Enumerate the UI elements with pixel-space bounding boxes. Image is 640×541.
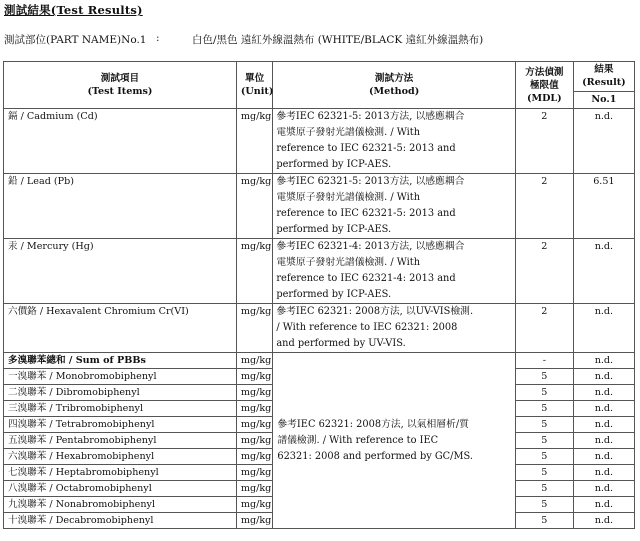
cell-mdl: 5 xyxy=(515,449,573,465)
cell-test-item: 鎘 / Cadmium (Cd) xyxy=(4,109,237,174)
cell-mdl: 5 xyxy=(515,401,573,417)
cell-test-item: 五溴聯苯 / Pentabromobiphenyl xyxy=(4,433,237,449)
method-line: reference to IEC 62321-4: 2013 and xyxy=(276,273,456,284)
cell-unit: mg/kg xyxy=(236,353,272,369)
cell-unit: mg/kg xyxy=(236,385,272,401)
cell-mdl: 5 xyxy=(515,369,573,385)
cell-test-item: 多溴聯苯總和 / Sum of PBBs xyxy=(4,353,237,369)
header-result-no: No.1 xyxy=(573,91,634,108)
table-row xyxy=(4,304,635,353)
cell-mdl: 2 xyxy=(515,174,573,239)
method-line: 譜儀檢測. / With reference to IEC xyxy=(277,434,439,446)
cell-result: n.d. xyxy=(573,385,634,401)
cell-method xyxy=(273,174,516,239)
cell-unit: mg/kg xyxy=(236,109,272,174)
cell-result: n.d. xyxy=(573,353,634,369)
cell-result: 6.51 xyxy=(573,174,634,239)
table-row xyxy=(4,174,635,239)
method-line: 電漿原子發射光譜儀檢測. / With xyxy=(276,257,421,268)
method-line: reference to IEC 62321-5: 2013 and xyxy=(276,208,456,219)
cell-result: n.d. xyxy=(573,304,634,353)
cell-result: n.d. xyxy=(573,369,634,385)
header-result: 結果 (Result) xyxy=(573,62,634,92)
cell-mdl: 2 xyxy=(515,239,573,304)
method-line: performed by ICP-AES. xyxy=(276,224,392,235)
cell-mdl: 5 xyxy=(515,385,573,401)
cell-test-item: 三溴聯苯 / Tribromobiphenyl xyxy=(4,401,237,417)
cell-result: n.d. xyxy=(573,465,634,481)
cell-unit: mg/kg xyxy=(236,465,272,481)
cell-test-item: 八溴聯苯 / Octabromobiphenyl xyxy=(4,481,237,497)
cell-unit: mg/kg xyxy=(236,433,272,449)
cell-unit: mg/kg xyxy=(236,401,272,417)
cell-test-item: 六溴聯苯 / Hexabromobiphenyl xyxy=(4,449,237,465)
method-line: 電漿原子發射光譜儀檢測. / With xyxy=(276,192,421,203)
cell-test-item: 四溴聯苯 / Tetrabromobiphenyl xyxy=(4,417,237,433)
cell-test-item: 一溴聯苯 / Monobromobiphenyl xyxy=(4,369,237,385)
cell-result: n.d. xyxy=(573,497,634,513)
method-line: performed by ICP-AES. xyxy=(276,159,392,170)
table-row-pbb-sum xyxy=(4,353,635,369)
cell-mdl: 5 xyxy=(515,433,573,449)
cell-result: n.d. xyxy=(573,401,634,417)
cell-result: n.d. xyxy=(573,513,634,529)
cell-unit: mg/kg xyxy=(236,449,272,465)
cell-test-item: 六價鉻 / Hexavalent Chromium Cr(VI) xyxy=(4,304,237,353)
part-name-value: 白色/黑色 遠紅外線溫熱布 (WHITE/BLACK 遠紅外線溫熱布) xyxy=(192,34,484,46)
cell-unit: mg/kg xyxy=(236,304,272,353)
method-line: performed by ICP-AES. xyxy=(276,289,392,300)
cell-mdl: 5 xyxy=(515,417,573,433)
cell-test-item: 汞 / Mercury (Hg) xyxy=(4,239,237,304)
method-line: 電漿原子發射光譜儀檢測. / With xyxy=(276,127,421,138)
table-row xyxy=(4,239,635,304)
header-unit: 單位 (Unit) xyxy=(236,62,272,109)
cell-result: n.d. xyxy=(573,449,634,465)
cell-result: n.d. xyxy=(573,239,634,304)
cell-mdl: 5 xyxy=(515,481,573,497)
part-name-line xyxy=(4,32,634,47)
method-line: and performed by UV-VIS. xyxy=(276,338,406,349)
cell-mdl: 5 xyxy=(515,497,573,513)
cell-method xyxy=(273,239,516,304)
method-line: 62321: 2008 and performed by GC/MS. xyxy=(277,450,473,462)
report-title: 測試結果(Test Results) xyxy=(4,3,143,17)
cell-result: n.d. xyxy=(573,109,634,174)
method-line: 參考IEC 62321: 2008方法, 以UV-VIS檢測. xyxy=(276,306,474,317)
cell-unit: mg/kg xyxy=(236,513,272,529)
method-line: 參考IEC 62321-5: 2013方法, 以感應耦合 xyxy=(276,176,465,187)
table-row xyxy=(4,109,635,174)
cell-mdl: 5 xyxy=(515,513,573,529)
table-header-row xyxy=(4,62,635,92)
cell-unit: mg/kg xyxy=(236,369,272,385)
results-table xyxy=(3,61,635,529)
method-line: 參考IEC 62321-5: 2013方法, 以感應耦合 xyxy=(276,111,465,122)
cell-unit: mg/kg xyxy=(236,481,272,497)
cell-method-pbb xyxy=(273,353,516,529)
header-test-items: 測試項目 (Test Items) xyxy=(4,62,237,109)
part-name-colon: : xyxy=(156,32,160,44)
cell-mdl: 2 xyxy=(515,304,573,353)
cell-method xyxy=(273,304,516,353)
cell-result: n.d. xyxy=(573,417,634,433)
cell-test-item: 二溴聯苯 / Dibromobiphenyl xyxy=(4,385,237,401)
cell-mdl: 5 xyxy=(515,465,573,481)
header-mdl: 方法偵測 極限值 (MDL) xyxy=(515,62,573,109)
cell-mdl: - xyxy=(515,353,573,369)
cell-test-item: 十溴聯苯 / Decabromobiphenyl xyxy=(4,513,237,529)
method-line: 參考IEC 62321-4: 2013方法, 以感應耦合 xyxy=(276,241,465,252)
cell-test-item: 七溴聯苯 / Heptabromobiphenyl xyxy=(4,465,237,481)
cell-result: n.d. xyxy=(573,481,634,497)
cell-unit: mg/kg xyxy=(236,239,272,304)
cell-mdl: 2 xyxy=(515,109,573,174)
cell-unit: mg/kg xyxy=(236,417,272,433)
method-line: 參考IEC 62321: 2008方法, 以氣相層析/質 xyxy=(277,418,469,430)
cell-test-item: 鉛 / Lead (Pb) xyxy=(4,174,237,239)
cell-unit: mg/kg xyxy=(236,174,272,239)
method-line: reference to IEC 62321-5: 2013 and xyxy=(276,143,456,154)
cell-method xyxy=(273,109,516,174)
header-method: 測試方法 (Method) xyxy=(273,62,516,109)
method-line: / With reference to IEC 62321: 2008 xyxy=(276,322,458,333)
cell-result: n.d. xyxy=(573,433,634,449)
cell-test-item: 九溴聯苯 / Nonabromobiphenyl xyxy=(4,497,237,513)
cell-unit: mg/kg xyxy=(236,497,272,513)
part-name-label: 測試部位(PART NAME)No.1 xyxy=(4,34,147,46)
